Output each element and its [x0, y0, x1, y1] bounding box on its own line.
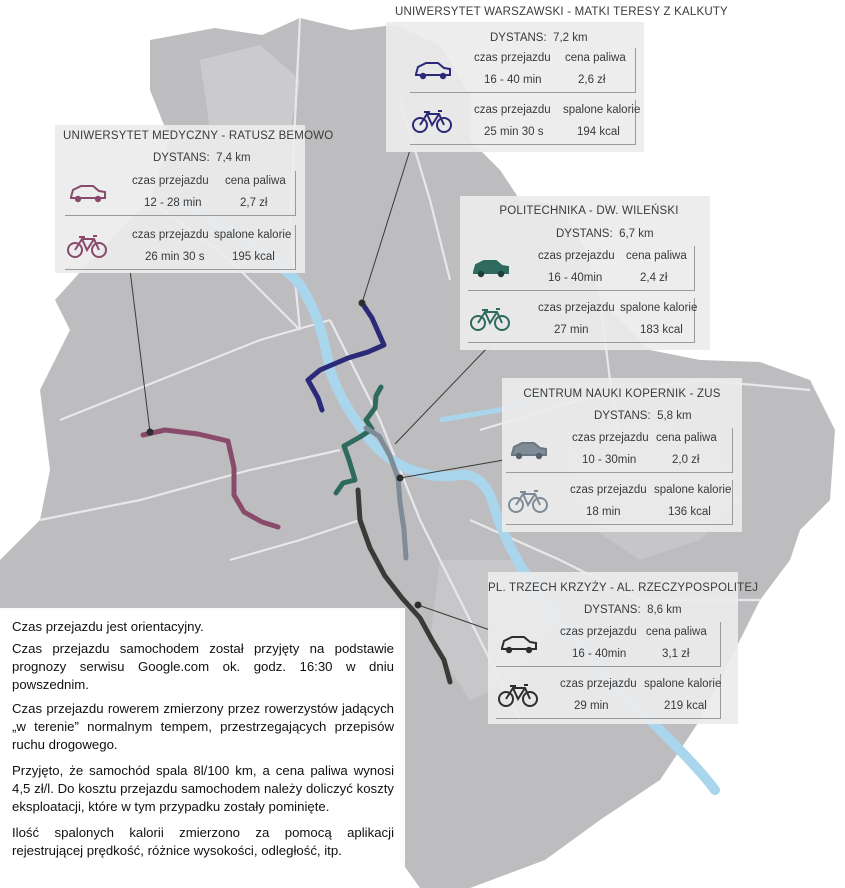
distance-label: DYSTANS:: [556, 228, 613, 240]
calories-value: 183 kcal: [640, 324, 683, 336]
calories-value: 194 kcal: [577, 126, 620, 138]
car-icon: [496, 628, 540, 658]
fuel-label: cena paliwa: [225, 175, 286, 187]
car-icon: [410, 54, 454, 84]
route-card-trzech-krzyzy: [488, 572, 759, 724]
car-row: [65, 171, 296, 216]
bike-row: [410, 100, 641, 145]
note: Czas przejazdu rowerem zmierzony przez rowerzystów jadących „w terenie” normalnym tempem, przestrzegających przepisów ruchu drogowego.: [12, 701, 394, 752]
distance-value: 8,6 km: [647, 604, 682, 616]
car-icon: [468, 252, 512, 282]
calories-label: spalone kalorie: [214, 229, 292, 241]
car-time-value: 16 - 40min: [548, 272, 603, 284]
route-title-bemowo: UNIWERSYTET MEDYCZNY - RATUSZ BEMOWO: [63, 130, 334, 142]
fuel-value: 2,7 zł: [240, 197, 268, 209]
bicycle-icon: [65, 231, 109, 261]
bike-time-value: 25 min 30 s: [484, 126, 544, 138]
calories-value: 219 kcal: [664, 700, 707, 712]
note: Czas przejazdu samochodem został przyjęty na podstawie prognozy serwisu Google.com ok. godz. 16:30 w dniu powszednim.: [12, 641, 394, 692]
fuel-label: cena paliwa: [646, 626, 707, 638]
bike-row: [506, 480, 733, 525]
car-time-value: 16 - 40 min: [484, 74, 542, 86]
car-time-label: czas przejazdu: [132, 175, 209, 187]
route-title-uw: UNIWERSYTET WARSZAWSKI - MATKI TERESY Z KALKUTY: [395, 6, 728, 18]
fuel-label: cena paliwa: [656, 432, 717, 444]
distance-label: DYSTANS:: [153, 152, 210, 164]
route-title-kopernik: CENTRUM NAUKI KOPERNIK - ZUS: [523, 388, 721, 400]
fuel-value: 2,4 zł: [640, 272, 668, 284]
route-card-politechnika: [460, 196, 710, 350]
bicycle-icon: [506, 486, 550, 516]
calories-value: 195 kcal: [232, 251, 275, 263]
car-time-value: 16 - 40min: [572, 648, 627, 660]
calories-label: spalone kalorie: [644, 678, 722, 690]
distance-value: 5,8 km: [657, 410, 692, 422]
calories-label: spalone kalorie: [620, 302, 698, 314]
notes-panel: [0, 608, 405, 888]
distance: [490, 32, 588, 44]
distance: [594, 410, 692, 422]
car-time-label: czas przejazdu: [572, 432, 649, 444]
bike-time-value: 18 min: [586, 506, 621, 518]
bike-time-label: czas przejazdu: [560, 678, 637, 690]
car-row: [410, 48, 636, 93]
bike-time-label: czas przejazdu: [132, 229, 209, 241]
bike-time-value: 26 min 30 s: [145, 251, 205, 263]
bike-time-label: czas przejazdu: [570, 484, 647, 496]
distance-value: 6,7 km: [619, 228, 654, 240]
distance-value: 7,2 km: [553, 32, 588, 44]
fuel-value: 3,1 zł: [662, 648, 690, 660]
car-row: [506, 428, 733, 473]
car-row: [468, 246, 695, 291]
distance: [584, 604, 682, 616]
bike-time-value: 27 min: [554, 324, 589, 336]
distance-label: DYSTANS:: [584, 604, 641, 616]
fuel-label: cena paliwa: [626, 250, 687, 262]
car-time-label: czas przejazdu: [538, 250, 615, 262]
note: Przyjęto, że samochód spala 8l/100 km, a cena paliwa wynosi 4,5 zł/l. Do kosztu przejazdu samochodem należy doliczyć koszty eksploatacji, które w tym przypadku zostały pominięte.: [12, 763, 394, 814]
car-icon: [506, 434, 550, 464]
distance: [153, 152, 251, 164]
route-title-trzech-krzyzy: PL. TRZECH KRZYŻY - AL. RZECZYPOSPOLITEJ: [488, 582, 759, 594]
fuel-value: 2,6 zł: [578, 74, 606, 86]
note: Czas przejazdu jest orientacyjny.: [12, 619, 204, 634]
route-card-bemowo: [55, 125, 334, 273]
fuel-value: 2,0 zł: [672, 454, 700, 466]
distance-label: DYSTANS:: [490, 32, 547, 44]
bicycle-icon: [496, 680, 540, 710]
bike-row: [496, 674, 721, 719]
car-time-label: czas przejazdu: [560, 626, 637, 638]
car-row: [496, 622, 721, 667]
distance-value: 7,4 km: [216, 152, 251, 164]
route-card-uw: [386, 22, 644, 152]
fuel-label: cena paliwa: [565, 52, 626, 64]
bike-time-label: czas przejazdu: [538, 302, 615, 314]
route-card-kopernik: [502, 378, 742, 532]
calories-label: spalone kalorie: [654, 484, 732, 496]
calories-label: spalone kalorie: [563, 104, 641, 116]
bike-time-value: 29 min: [574, 700, 609, 712]
bicycle-icon: [468, 304, 512, 334]
calories-value: 136 kcal: [668, 506, 711, 518]
car-icon: [65, 177, 109, 207]
note: Ilość spalonych kalorii zmierzono za pomocą aplikacji rejestrującej prędkość, różnice wysokości, odległość, itp.: [12, 825, 394, 858]
bike-time-label: czas przejazdu: [474, 104, 551, 116]
bicycle-icon: [410, 106, 454, 136]
car-time-value: 10 - 30min: [582, 454, 637, 466]
bike-row: [468, 298, 698, 343]
car-time-label: czas przejazdu: [474, 52, 551, 64]
car-time-value: 12 - 28 min: [144, 197, 202, 209]
distance: [556, 228, 654, 240]
route-title-politechnika: POLITECHNIKA - DW. WILEŃSKI: [499, 205, 679, 217]
bike-row: [65, 225, 296, 270]
distance-label: DYSTANS:: [594, 410, 651, 422]
